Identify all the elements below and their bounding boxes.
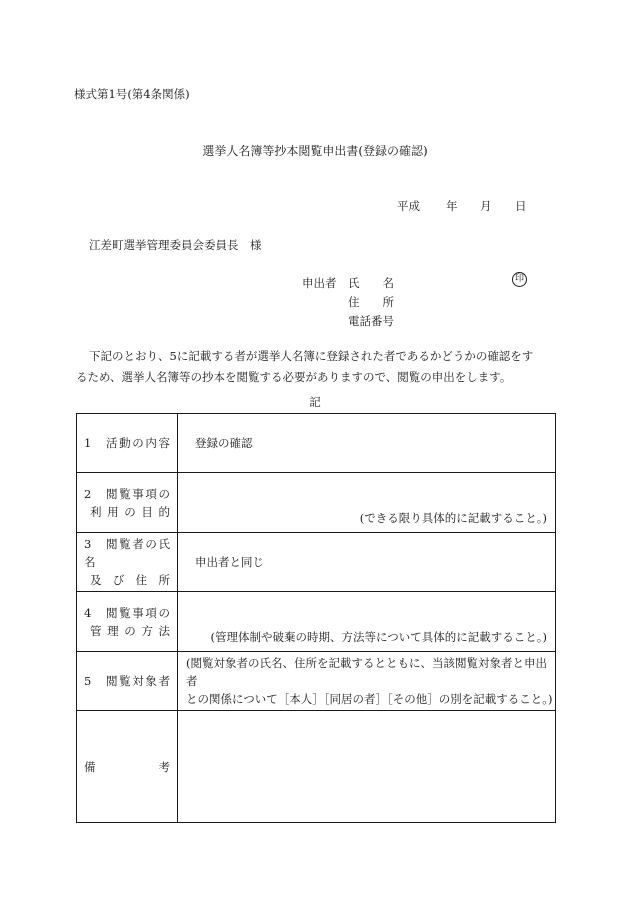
management-label-cell [77,592,178,652]
management-label-line-2: 管理の方法 [90,623,170,638]
applicant-phone-label: 電話番号 [348,314,394,328]
target-value-cell[interactable] [178,652,556,711]
viewer-value-cell[interactable] [178,533,556,592]
table-row-target [77,652,556,711]
purpose-note: (できる限り具体的に記載すること。) [359,511,547,525]
viewer-label-line-1: 3 閲覧者の氏名 [84,537,170,569]
activity-value: 登録の確認 [195,436,253,450]
remarks-value-cell[interactable] [178,711,556,823]
management-value-cell[interactable] [178,592,556,652]
activity-value-cell[interactable] [178,414,556,473]
activity-label-cell [77,414,178,473]
table-row-purpose [77,473,556,533]
target-note-line-1: (閲覧対象者の氏名、住所を記載するとともに、当該閲覧対象者と申出者 [186,656,547,688]
date-year: 年 [446,199,458,213]
intro-text-line-1: 下記のとおり、5に記載する者が選挙人名簿に登録された者であるかどうかの確認をす [89,349,534,363]
intro-text-line-2: るため、選挙人名簿等の抄本を閲覧する必要がありますので、閲覧の申出をします。 [76,370,512,384]
purpose-label-line-2: 利用の目的 [90,504,170,519]
table-row-viewer [77,533,556,592]
target-note-line-2: との関係について［本人］［同居の者］［その他］の別を記載すること。) [186,692,553,706]
target-label-cell [77,652,178,711]
purpose-label-line-1: 2 閲覧事項の [84,486,170,501]
management-label-line-1: 4 閲覧事項の [84,605,170,620]
table-row-management [77,592,556,652]
seal-mark-icon: 印 [512,272,527,287]
remarks-label-cell [77,711,178,823]
table-row-activity [77,414,556,473]
date-era: 平成 [397,199,420,213]
viewer-label-line-2: 及び住所 [90,573,170,587]
applicant-name-label: 氏 名 [348,276,394,290]
date-day: 日 [515,199,527,213]
activity-label: 1 活動の内容 [84,436,170,450]
management-note: (管理体制や破棄の時期、方法等について具体的に記載すること。) [210,630,547,644]
document-title: 選挙人名簿等抄本閲覧申出書(登録の確認) [202,144,428,158]
addressee: 江差町選挙管理委員会委員長 様 [89,238,262,252]
form-number: 様式第1号(第4条関係) [74,87,190,101]
ki-heading: 記 [309,395,321,409]
remarks-label: 備考 [84,759,170,774]
purpose-label-cell [77,473,178,533]
applicant-label: 申出者 [302,276,337,290]
date-month: 月 [480,199,492,213]
application-table [76,413,556,823]
table-row-remarks [77,711,556,823]
purpose-value-cell[interactable] [178,473,556,533]
applicant-address-label: 住 所 [348,295,394,309]
target-label: 5 閲覧対象者 [84,674,170,688]
viewer-value: 申出者と同じ [195,555,264,569]
viewer-label-cell [77,533,178,592]
